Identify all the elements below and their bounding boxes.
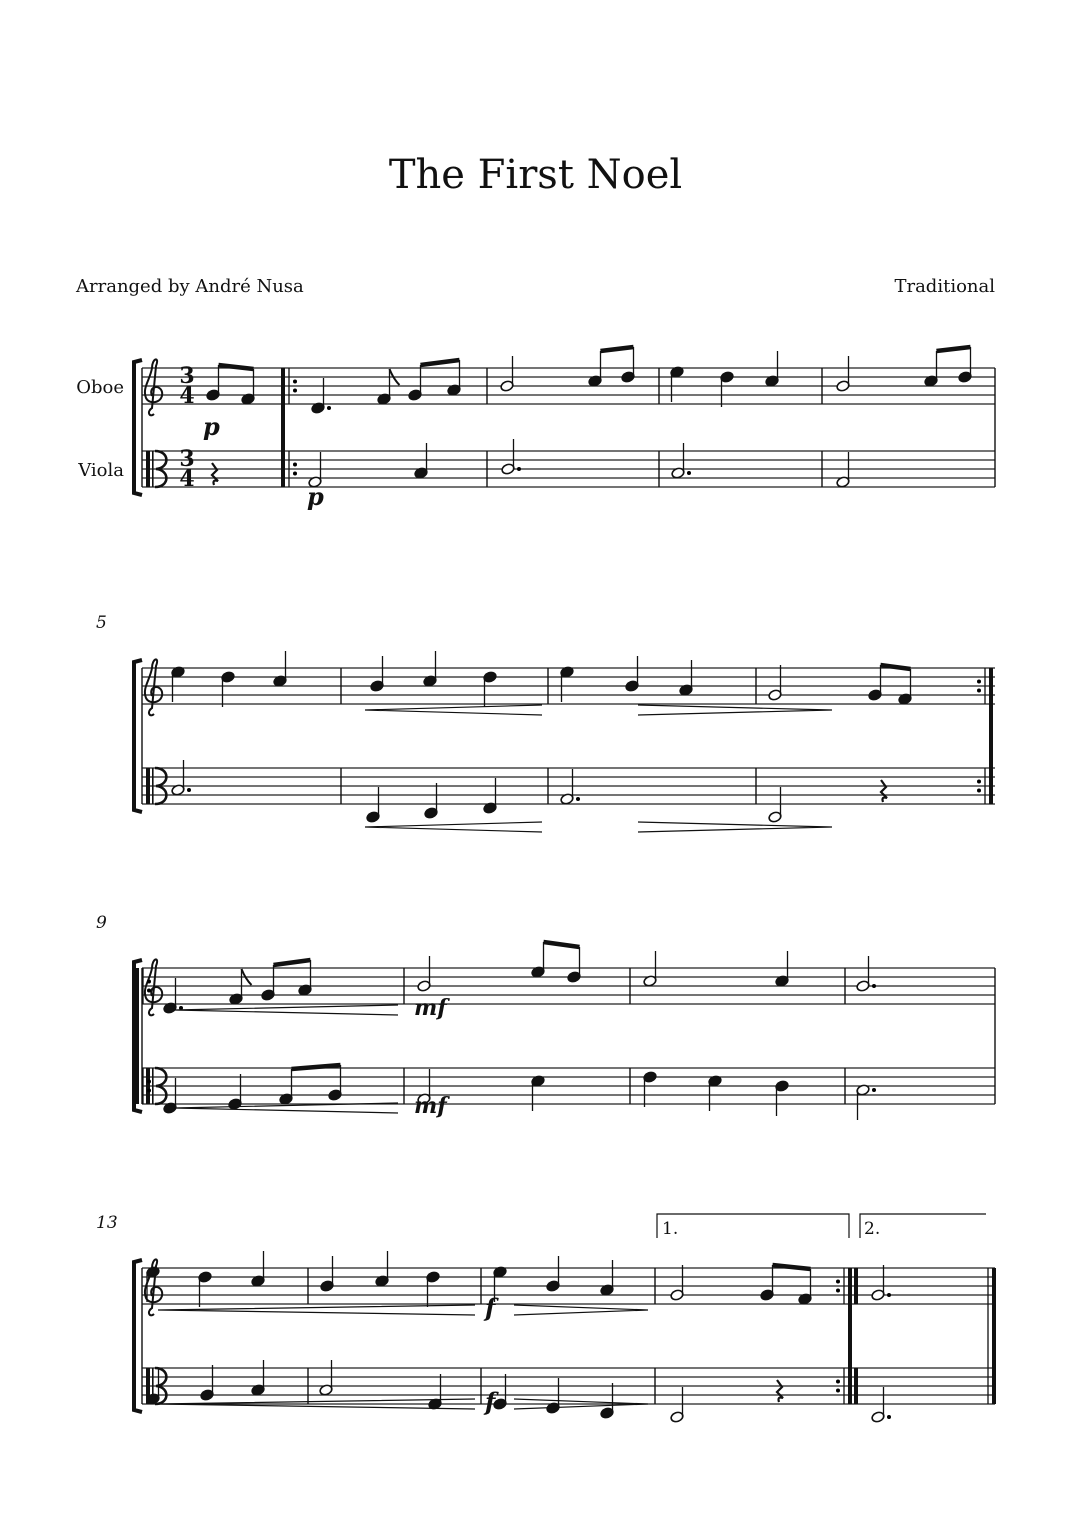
dynamic-p-oboe: p [203,412,220,441]
repeat-dot [147,1089,151,1093]
dynamic-f-viola: f [485,1387,496,1416]
decrescendo-hairpin [514,1305,648,1315]
volta-first-label: 1. [662,1219,679,1239]
augmentation-dot [517,467,521,471]
augmentation-dot [887,1293,891,1297]
beam [274,960,311,965]
repeat-dot [977,680,981,684]
repeat-dot [293,472,297,476]
dynamic-mf-oboe: mf [414,995,447,1021]
augmentation-dot [872,984,876,988]
instrument-label-viola: Viola [78,460,124,481]
quarter-rest [881,780,887,802]
repeat-dot [836,1380,840,1384]
volta-second-label: 2. [864,1219,881,1239]
augmentation-dot [687,471,691,475]
measure-number-9: 9 [96,913,107,933]
staff-lines [142,368,995,1404]
instrument-label-oboe: Oboe [76,377,124,398]
beam [937,347,971,351]
composer-credit: Traditional [894,276,995,297]
repeat-dot [147,1080,151,1084]
time-sig-oboe-den: 4 [179,383,195,409]
augmentation-dot [887,1415,891,1419]
dynamic-f-oboe: f [485,1293,496,1322]
repeat-dot [836,1280,840,1284]
crescendo-hairpin [365,705,542,715]
beam [421,360,460,365]
augmentation-dot [327,406,331,410]
quarter-rest [212,463,218,485]
dynamic-mf-viola: mf [414,1093,447,1119]
time-sig-oboe-num: 3 [179,363,195,389]
repeat-dot [293,389,297,393]
alto-clef [146,768,150,804]
repeat-dot [293,463,297,467]
augmentation-dot [872,1088,876,1092]
system-bracket [134,360,142,495]
decrescendo-hairpin [638,822,832,832]
repeat-dot [977,789,981,793]
repeat-dot [147,980,151,984]
beam [601,347,634,351]
alto-clef [152,451,154,487]
alto-clef [152,1068,154,1104]
crescendo-hairpin [174,1005,398,1015]
beam [544,942,580,947]
measure-number-13: 13 [96,1213,118,1233]
score-title: The First Noel [388,152,683,198]
repeat-dot [977,780,981,784]
alto-clef [146,451,150,487]
repeat-dot [147,989,151,993]
augmentation-dot [187,788,191,792]
repeat-dot [836,1289,840,1293]
dynamic-p-viola: p [307,482,324,511]
repeat-dot [836,1389,840,1393]
quarter-rest [777,1380,783,1402]
crescendo-hairpin [365,822,542,832]
system-bracket [134,1260,142,1412]
repeat-dot [293,380,297,384]
time-sig-viola-den: 4 [179,466,195,492]
repeat-dot [977,689,981,693]
augmentation-dot [576,797,580,801]
alto-clef [146,1068,150,1104]
alto-clef [152,768,154,804]
measure-number-5: 5 [96,613,107,633]
volta-bracket-first [657,1214,849,1238]
system-bracket [134,660,142,812]
music-symbols [134,347,995,1423]
time-sig-viola-num: 3 [179,446,195,472]
arranger-credit: Arranged by André Nusa [76,276,304,297]
decrescendo-hairpin [638,705,832,715]
